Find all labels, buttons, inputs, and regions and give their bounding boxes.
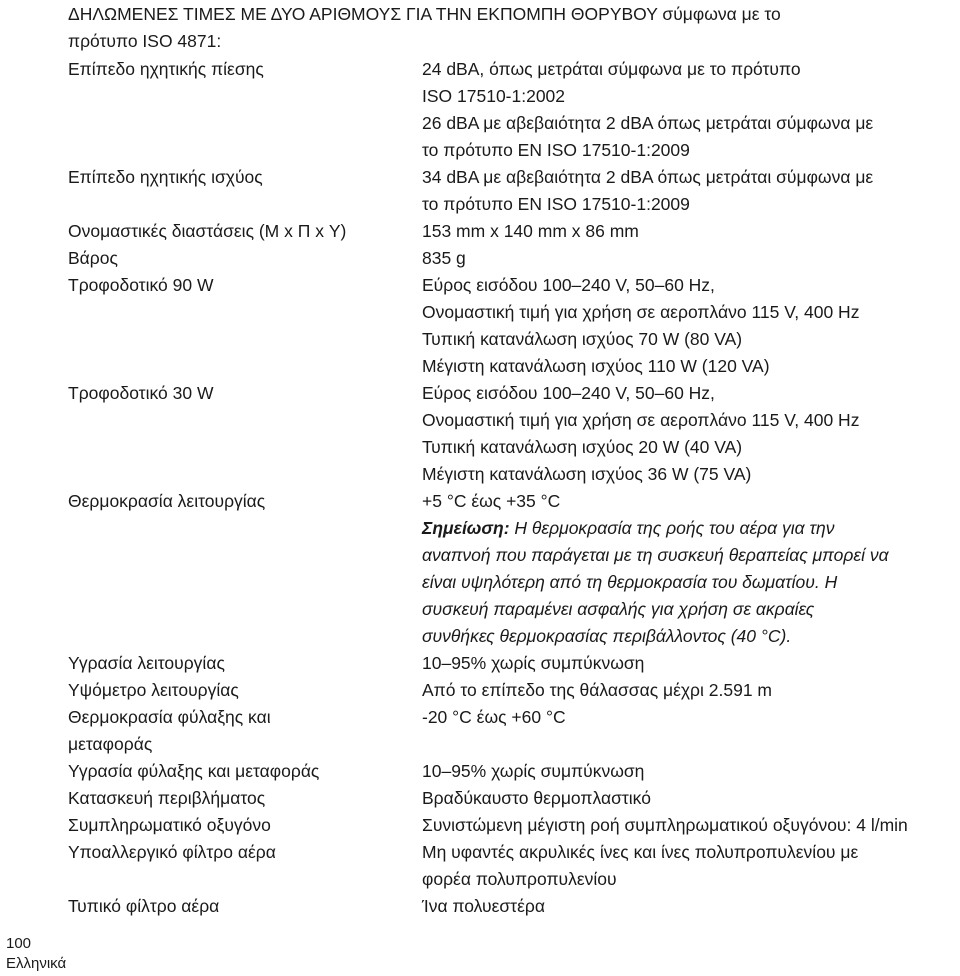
spec-label	[68, 704, 422, 758]
spec-row	[68, 218, 953, 245]
spec-value-line: Συνιστώμενη μέγιστη ροή συμπληρωματικού οξυγόνου: 4 l/min	[422, 815, 908, 835]
spec-label-line: Επίπεδο ηχητικής πίεσης	[68, 59, 264, 79]
spec-value-line: Μη υφαντές ακρυλικές ίνες και ίνες πολυπροπυλενίου με	[422, 842, 859, 862]
spec-value	[422, 677, 953, 704]
spec-label	[68, 56, 422, 83]
spec-label	[68, 650, 422, 677]
spec-label	[68, 218, 422, 245]
spec-value-line: Από το επίπεδο της θάλασσας μέχρι 2.591 m	[422, 680, 772, 700]
spec-value-line: 835 g	[422, 248, 466, 268]
spec-value	[422, 488, 953, 650]
note-line	[422, 623, 953, 650]
spec-value	[422, 245, 953, 272]
spec-label-line: Τροφοδοτικό 90 W	[68, 275, 214, 295]
spec-value	[422, 164, 953, 218]
spec-row	[68, 245, 953, 272]
spec-value	[422, 218, 953, 245]
note-text: συνθήκες θερμοκρασίας περιβάλλοντος (40 °C).	[422, 626, 792, 646]
spec-value-line: Ονομαστική τιμή για χρήση σε αεροπλάνο 115 V, 400 Hz	[422, 410, 860, 430]
spec-row	[68, 677, 953, 704]
spec-row	[68, 704, 953, 758]
spec-label-line: Βάρος	[68, 248, 118, 268]
spec-label-line: Θερμοκρασία λειτουργίας	[68, 491, 266, 511]
spec-value	[422, 893, 953, 920]
spec-value-line: το πρότυπο EN ISO 17510-1:2009	[422, 140, 690, 160]
spec-row	[68, 56, 953, 164]
spec-row	[68, 893, 953, 920]
spec-row	[68, 839, 953, 893]
spec-label	[68, 488, 422, 515]
spec-label	[68, 164, 422, 191]
spec-label-line: Ονομαστικές διαστάσεις (Μ x Π x Υ)	[68, 221, 347, 241]
spec-label	[68, 677, 422, 704]
spec-label-line: Υγρασία λειτουργίας	[68, 653, 225, 673]
spec-value-line: Τυπική κατανάλωση ισχύος 70 W (80 VA)	[422, 329, 743, 349]
spec-value-line: 10–95% χωρίς συμπύκνωση	[422, 761, 645, 781]
spec-value-line: -20 °C έως +60 °C	[422, 707, 566, 727]
spec-value-line: το πρότυπο EN ISO 17510-1:2009	[422, 194, 690, 214]
spec-value-line: Μέγιστη κατανάλωση ισχύος 36 W (75 VA)	[422, 464, 752, 484]
spec-label-line: Επίπεδο ηχητικής ισχύος	[68, 167, 263, 187]
spec-value-line: φορέα πολυπροπυλενίου	[422, 869, 617, 889]
spec-value	[422, 839, 953, 893]
spec-list	[68, 56, 953, 920]
spec-label-line: Τροφοδοτικό 30 W	[68, 383, 214, 403]
spec-label-line: Υποαλλεργικό φίλτρο αέρα	[68, 842, 276, 862]
spec-value-line: Ίνα πολυεστέρα	[422, 896, 545, 916]
spec-value	[422, 704, 953, 731]
spec-label	[68, 839, 422, 866]
spec-value-line: Εύρος εισόδου 100–240 V, 50–60 Hz,	[422, 383, 715, 403]
spec-value	[422, 650, 953, 677]
spec-value-line: Ονομαστική τιμή για χρήση σε αεροπλάνο 115 V, 400 Hz	[422, 302, 860, 322]
noise-emission-heading	[68, 1, 918, 55]
footer-language: Ελληνικά	[6, 955, 67, 972]
spec-value-line: ISO 17510-1:2002	[422, 86, 566, 106]
page-footer	[6, 934, 66, 974]
spec-row	[68, 164, 953, 218]
spec-value-line: 153 mm x 140 mm x 86 mm	[422, 221, 639, 241]
note-line	[422, 515, 953, 542]
spec-value-line: +5 °C έως +35 °C	[422, 491, 561, 511]
spec-value-line: Μέγιστη κατανάλωση ισχύος 110 W (120 VA)	[422, 356, 770, 376]
spec-label-line: Κατασκευή περιβλήματος	[68, 788, 266, 808]
spec-value	[422, 812, 953, 839]
spec-row	[68, 812, 953, 839]
spec-value	[422, 56, 953, 164]
spec-label	[68, 245, 422, 272]
spec-label	[68, 812, 422, 839]
spec-label-line: Θερμοκρασία φύλαξης και	[68, 707, 271, 727]
note-text: Η θερμοκρασία της ροής του αέρα για την	[509, 518, 835, 538]
spec-value-line: Βραδύκαυστο θερμοπλαστικό	[422, 788, 651, 808]
note-text: αναπνοή που παράγεται με τη συσκευή θεραπείας μπορεί να	[422, 545, 889, 565]
spec-value-line: Εύρος εισόδου 100–240 V, 50–60 Hz,	[422, 275, 715, 295]
spec-label-line: Τυπικό φίλτρο αέρα	[68, 896, 220, 916]
heading-line-2: πρότυπο ISO 4871:	[68, 31, 222, 51]
note-text: συσκευή παραμένει ασφαλής για χρήση σε ακραίες	[422, 599, 815, 619]
spec-page	[68, 0, 953, 920]
spec-value-line: 34 dBA με αβεβαιότητα 2 dBA όπως μετράται σύμφωνα με	[422, 167, 874, 187]
spec-row	[68, 272, 953, 380]
spec-label-line: Υψόμετρο λειτουργίας	[68, 680, 239, 700]
note-text: είναι υψηλότερη από τη θερμοκρασία του δωματίου. Η	[422, 572, 838, 592]
spec-value-line: Τυπική κατανάλωση ισχύος 20 W (40 VA)	[422, 437, 743, 457]
spec-value-line: 24 dBA, όπως μετράται σύμφωνα με το πρότυπο	[422, 59, 801, 79]
note-line	[422, 569, 953, 596]
spec-label	[68, 380, 422, 407]
spec-label	[68, 758, 422, 785]
heading-line-1: ΔΗΛΩΜΕΝΕΣ ΤΙΜΕΣ ΜΕ ΔΥΟ ΑΡΙΘΜΟΥΣ ΓΙΑ ΤΗΝ ΕΚΠΟΜΠΗ ΘΟΡΥΒΟΥ σύμφωνα με το	[68, 4, 781, 24]
spec-value-line: 10–95% χωρίς συμπύκνωση	[422, 653, 645, 673]
spec-value	[422, 758, 953, 785]
spec-label	[68, 893, 422, 920]
temperature-note	[422, 515, 953, 650]
note-line	[422, 596, 953, 623]
spec-label	[68, 785, 422, 812]
spec-value-line: 26 dBA με αβεβαιότητα 2 dBA όπως μετράται σύμφωνα με	[422, 113, 874, 133]
spec-label-line: Συμπληρωματικό οξυγόνο	[68, 815, 271, 835]
spec-value	[422, 380, 953, 488]
spec-row	[68, 650, 953, 677]
spec-row	[68, 758, 953, 785]
spec-row	[68, 785, 953, 812]
page-number: 100	[6, 935, 32, 952]
note-label: Σημείωση:	[422, 518, 510, 538]
spec-row	[68, 488, 953, 650]
spec-label-line: Υγρασία φύλαξης και μεταφοράς	[68, 761, 320, 781]
spec-value	[422, 272, 953, 380]
spec-value	[422, 785, 953, 812]
note-line	[422, 542, 953, 569]
spec-row	[68, 380, 953, 488]
spec-label-line: μεταφοράς	[68, 734, 153, 754]
spec-label	[68, 272, 422, 299]
